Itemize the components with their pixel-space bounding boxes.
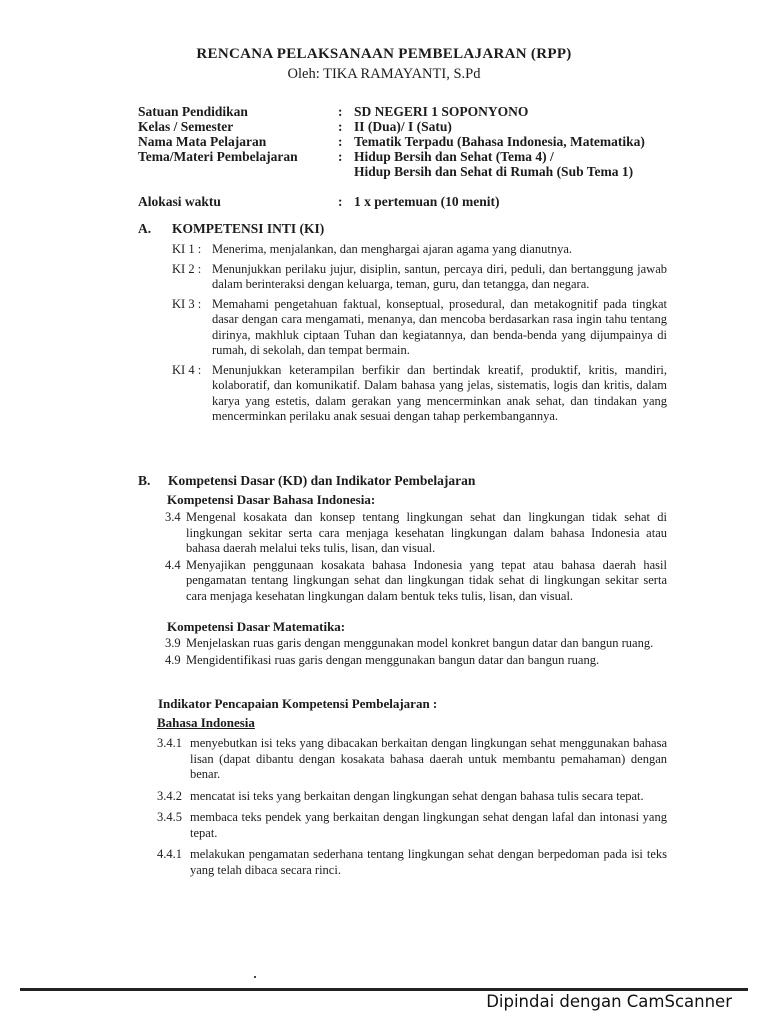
section-title: KOMPETENSI INTI (KI): [172, 221, 325, 236]
info-label: Tema/Materi Pembelajaran: [138, 149, 298, 164]
scan-speck: [254, 976, 256, 978]
info-label: Alokasi waktu: [138, 194, 221, 209]
indikator-item: [157, 736, 667, 783]
ki-item: [172, 363, 667, 425]
indikator-number: 3.4.2: [157, 788, 182, 803]
indikator-number: 4.4.1: [157, 847, 182, 861]
indikator-item: [157, 810, 667, 841]
kd-matematika-heading: Kompetensi Dasar Matematika:: [167, 619, 346, 634]
section-letter: A.: [138, 221, 152, 236]
camscanner-watermark: Dipindai dengan CamScanner: [486, 992, 732, 1011]
info-colon: :: [338, 119, 343, 134]
ki-text: Menunjukkan keterampilan berfikir dan bertindak kreatif, produktif, kritis, mandiri, kolaboratif, dan komunikatif. Dalam bahasa yang jelas, sistematis, logis dan kritis, dalam karya yang estetis, dalam gerakan yang mencerminkan anak sehat, dan tindakan yang mencerminkan perilaku anak sesuai dengan tahap perkembangannya.: [212, 362, 667, 423]
section-a-heading: [138, 221, 324, 237]
indikator-subheading: Bahasa Indonesia: [157, 715, 255, 730]
indikator-number: 3.4.5: [157, 810, 182, 824]
info-row: [138, 194, 645, 209]
ki-text: Menunjukkan perilaku jujur, disiplin, santun, percaya diri, peduli, dan bertanggung jawab dalam berinteraksi dengan keluarga, teman, guru, dan tetangga, dan negara.: [212, 261, 667, 291]
info-value: 1 x pertemuan (10 menit): [354, 194, 500, 209]
info-colon: :: [338, 134, 343, 149]
kd-matematika-list: [165, 636, 667, 669]
info-value: Hidup Bersih dan Sehat (Tema 4) / Hidup Bersih dan Sehat di Rumah (Sub Tema 1): [354, 149, 634, 179]
info-row: [138, 134, 645, 149]
ki-label: KI 3 :: [172, 296, 202, 311]
info-label: Nama Mata Pelajaran: [138, 134, 267, 149]
kd-number: 3.9: [165, 636, 181, 650]
kd-text: Mengenal kosakata dan konsep tentang lingkungan sehat dan lingkungan tidak sehat di lingkungan sekitar serta cara menjaga kesehatan lingkungan dalam bahasa Indonesia atau bahasa daerah melalui teks tulis, lisan, dan visual.: [186, 510, 667, 555]
indikator-heading: Indikator Pencapaian Kompetensi Pembelajaran :: [158, 696, 438, 711]
kd-item: [165, 558, 667, 605]
info-colon: :: [338, 149, 343, 164]
kd-text: Mengidentifikasi ruas garis dengan menggunakan bangun datar dan bangun ruang.: [186, 652, 600, 667]
section-title: Kompetensi Dasar (KD) dan Indikator Pembelajaran: [168, 473, 476, 488]
info-row: [138, 104, 645, 119]
ki-list: [172, 242, 667, 429]
info-label: Satuan Pendidikan: [138, 104, 248, 119]
kd-item: [165, 653, 667, 669]
kd-number: 4.4: [165, 557, 181, 572]
indikator-list: [157, 736, 667, 884]
kd-bahasa-list: [165, 510, 667, 605]
indikator-text: melakukan pengamatan sederhana tentang lingkungan sehat dengan berpedoman pada isi teks yang telah dibaca secara rinci.: [190, 847, 667, 877]
info-row: [138, 149, 645, 179]
info-value: II (Dua)/ I (Satu): [354, 119, 452, 134]
page-bottom-edge: [20, 988, 748, 991]
info-colon: :: [338, 104, 343, 119]
indikator-item: [157, 847, 667, 878]
ki-item: [172, 297, 667, 359]
ki-item: [172, 242, 667, 258]
kd-text: Menyajikan penggunaan kosakata bahasa Indonesia yang tepat atau bahasa daerah hasil pengamatan tentang lingkungan sehat dan lingkungan tidak sehat di lingkungan sekitar serta cara menjaga kesehatan lingkungan dalam bentuk teks tulis, lisan, dan visual.: [186, 557, 667, 603]
info-value: Tematik Terpadu (Bahasa Indonesia, Matematika): [354, 134, 645, 149]
section-letter: B.: [138, 473, 151, 488]
ki-label: KI 1 :: [172, 242, 202, 256]
kd-item: [165, 636, 667, 652]
ki-text: Memahami pengetahuan faktual, konseptual, prosedural, dan metakognitif pada tingkat dasar dengan cara mengamati, menanya, dan mencoba berdasarkan rasa ingin tahu tentang dirinya, makhluk ciptaan Tuhan dan kegiatannya, dan benda-benda yang dijumpainya di rumah, di sekolah, dan tempat bermain.: [212, 296, 667, 357]
kd-item: [165, 510, 667, 557]
kd-bahasa-heading: Kompetensi Dasar Bahasa Indonesia:: [167, 492, 376, 507]
section-b-heading: [138, 473, 475, 489]
info-row: [138, 119, 645, 134]
ki-label: KI 2 :: [172, 261, 202, 276]
kd-number: 4.9: [165, 652, 181, 667]
document-author: Oleh: TIKA RAMAYANTI, S.Pd: [287, 66, 481, 82]
indikator-text: menyebutkan isi teks yang dibacakan berkaitan dengan lingkungan sehat menggunakan bahasa lisan (dapat dibantu dengan kosakata bahasa daerah untuk membantu pemahaman) dengan benar.: [190, 736, 667, 781]
indikator-item: [157, 789, 667, 805]
document-title: RENCANA PELAKSANAAN PEMBELAJARAN (RPP): [196, 46, 572, 62]
ki-label: KI 4 :: [172, 362, 202, 377]
ki-text: Menerima, menjalankan, dan menghargai ajaran agama yang dianutnya.: [212, 242, 573, 256]
info-label: Kelas / Semester: [138, 119, 234, 134]
indikator-text: mencatat isi teks yang berkaitan dengan lingkungan sehat dengan bahasa tulis secara tepat.: [190, 788, 644, 803]
info-value: SD NEGERI 1 SOPONYONO: [354, 104, 529, 119]
ki-item: [172, 262, 667, 293]
indikator-number: 3.4.1: [157, 736, 182, 750]
kd-text: Menjelaskan ruas garis dengan menggunakan model konkret bangun datar dan bangun ruang.: [186, 636, 654, 650]
kd-number: 3.4: [165, 510, 181, 524]
info-colon: :: [338, 194, 343, 209]
indikator-text: membaca teks pendek yang berkaitan dengan lingkungan sehat dengan lafal dan intonasi yang tepat.: [190, 810, 667, 840]
identity-table: [138, 104, 645, 209]
